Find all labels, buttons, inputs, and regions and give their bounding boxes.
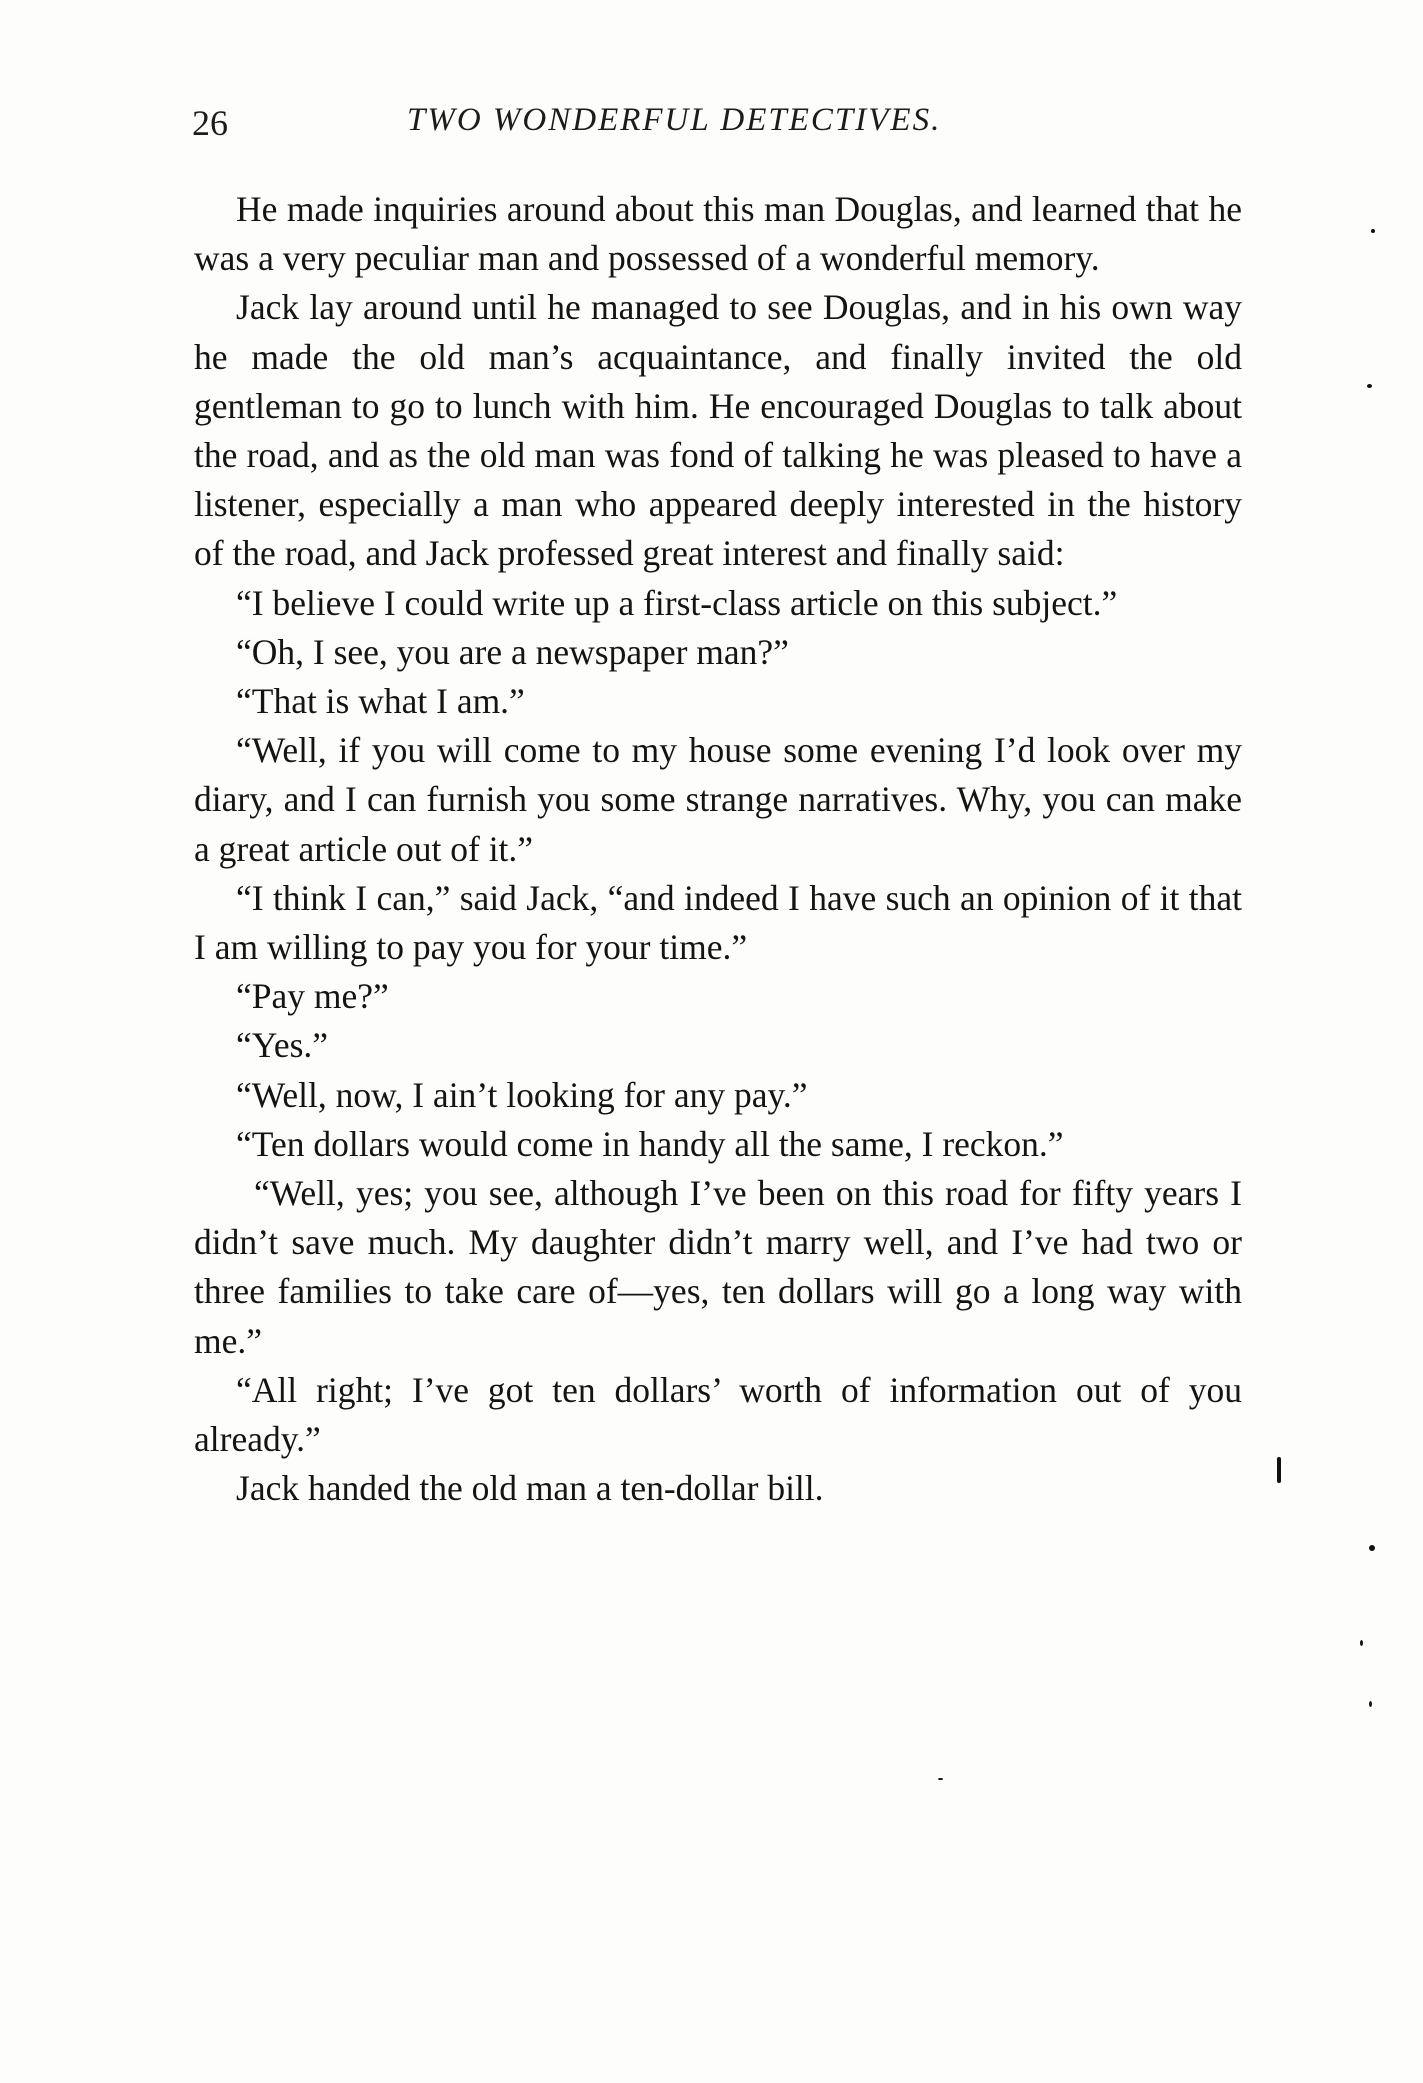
paragraph: “Well, if you will come to my house some evening I’d look over my diary, and I can furnish you some strange narratives. Why, you can make a great article out of it.” [194,730,1242,869]
paragraph: “I believe I could write up a first-class article on this subject.” [236,582,1118,623]
paragraph: “I think I can,” said Jack, “and indeed I have such an opinion of it that I am willing to pay you for your time.” [194,877,1242,968]
paragraph: “Ten dollars would come in handy all the same, I reckon.” [236,1123,1064,1164]
paragraph: “Oh, I see, you are a newspaper man?” [236,631,789,672]
running-title: TWO WONDERFUL DETECTIVES. [407,102,942,138]
paragraph: “Yes.” [236,1025,329,1066]
ink-speck [938,1778,943,1780]
paragraph: Jack lay around until he managed to see Douglas, and in his own way he made the old man’s acquaintance, and finally invited the old gentleman to go to lunch with him. He encouraged Douglas to talk about the road, and as the old man was fond of talking he was pleased to have a listener, especially a man who appeared deeply interested in the history of the road, and Jack professed great interest and finally said: [194,287,1242,574]
ink-speck [1367,384,1372,388]
ink-speck [1371,229,1375,233]
ink-speck [1360,1640,1363,1646]
body-text [194,185,1242,1513]
paragraph: “Well, yes; you see, although I’ve been on this road for fifty years I didn’t save much. My daughter didn’t marry well, and I’ve had two or three families to take care of—yes, ten dollars will go a long way with me.” [194,1173,1242,1361]
paragraph: Jack handed the old man a ten-dollar bill. [236,1468,824,1509]
paragraph: “That is what I am.” [236,681,525,722]
paragraph: “All right; I’ve got ten dollars’ worth of information out of you already.” [194,1369,1242,1460]
paragraph: “Pay me?” [236,976,389,1017]
ink-speck [1369,1545,1375,1551]
ink-speck [1277,1457,1281,1483]
paragraph: He made inquiries around about this man Douglas, and learned that he was a very peculiar man and possessed of a wonderful memory. [194,189,1242,279]
page-header [192,102,1242,152]
page-number: 26 [192,103,228,143]
ink-speck [1369,1701,1372,1707]
paragraph: “Well, now, I ain’t looking for any pay.” [236,1074,808,1115]
